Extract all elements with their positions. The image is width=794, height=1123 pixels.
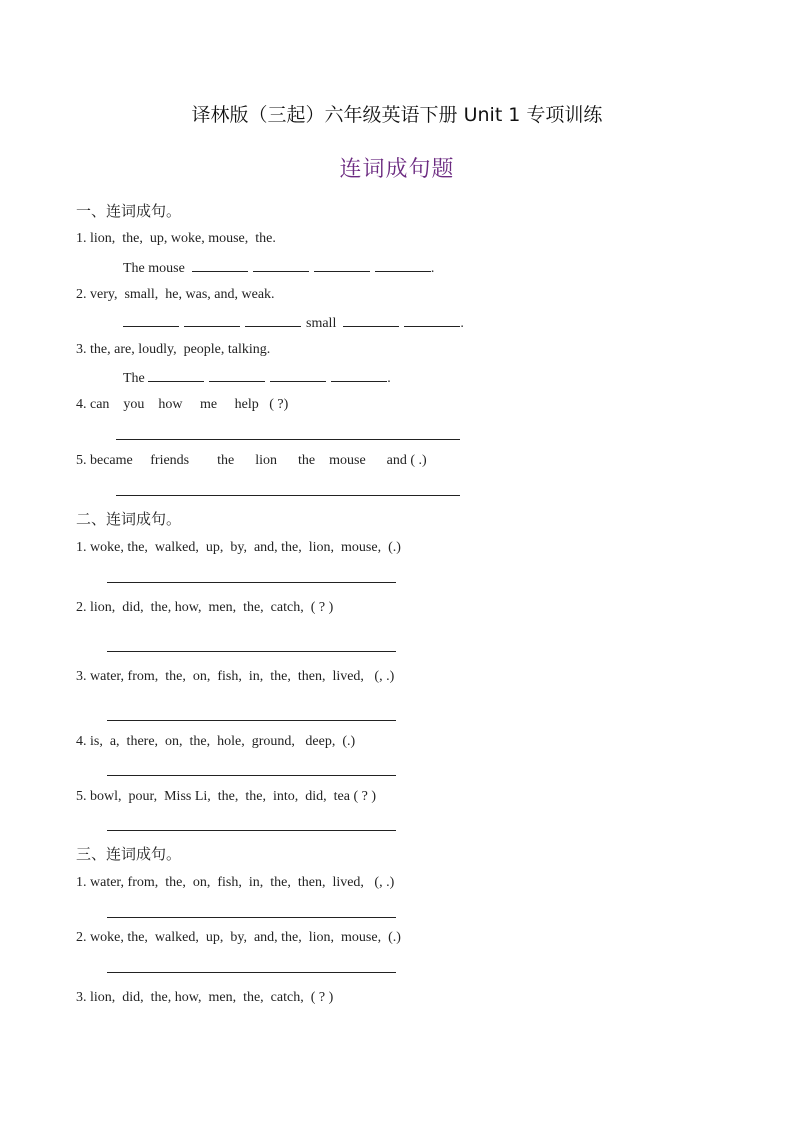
answer-underline[interactable] bbox=[107, 830, 396, 831]
answer-line bbox=[123, 314, 464, 332]
answer-suffix: . bbox=[460, 316, 464, 331]
question-text: 3. water, from, the, on, fish, in, the, then, lived, (, .) bbox=[76, 669, 395, 684]
question-text: 3. lion, did, the, how, men, the, catch, ( ? ) bbox=[76, 990, 334, 1005]
blank[interactable] bbox=[375, 259, 431, 272]
answer-underline[interactable] bbox=[107, 972, 396, 973]
question-text: 1. woke, the, walked, up, by, and, the, lion, mouse, (.) bbox=[76, 540, 401, 555]
question-text: 5. became friends the lion the mouse and ( .) bbox=[76, 453, 427, 468]
question-text: 5. bowl, pour, Miss Li, the, the, into, did, tea ( ? ) bbox=[76, 789, 377, 804]
blank[interactable] bbox=[314, 259, 370, 272]
blank[interactable] bbox=[192, 259, 248, 272]
blank[interactable] bbox=[270, 369, 326, 382]
blank[interactable] bbox=[184, 314, 240, 327]
question-text: 3. the, are, loudly, people, talking. bbox=[76, 342, 271, 357]
blank[interactable] bbox=[245, 314, 301, 327]
page-title: 译林版（三起）六年级英语下册 Unit 1 专项训练 bbox=[191, 104, 603, 126]
blank[interactable] bbox=[123, 314, 179, 327]
answer-underline[interactable] bbox=[107, 775, 396, 776]
blank[interactable] bbox=[404, 314, 460, 327]
blank[interactable] bbox=[343, 314, 399, 327]
answer-underline[interactable] bbox=[107, 582, 396, 583]
question-text: 2. lion, did, the, how, men, the, catch, ( ? ) bbox=[76, 600, 334, 615]
answer-underline[interactable] bbox=[116, 439, 460, 440]
section-heading: 一、连词成句。 bbox=[76, 202, 182, 220]
answer-line bbox=[123, 369, 391, 387]
blank[interactable] bbox=[253, 259, 309, 272]
blank[interactable] bbox=[148, 369, 204, 382]
question-text: 4. is, a, there, on, the, hole, ground, deep, (.) bbox=[76, 734, 356, 749]
answer-line bbox=[123, 259, 434, 277]
answer-underline[interactable] bbox=[107, 720, 396, 721]
answer-underline[interactable] bbox=[116, 495, 460, 496]
answer-underline[interactable] bbox=[107, 917, 396, 918]
answer-underline[interactable] bbox=[107, 651, 396, 652]
answer-suffix: . bbox=[430, 261, 435, 276]
question-text: 1. lion, the, up, woke, mouse, the. bbox=[76, 231, 276, 246]
answer-prefix: The mouse bbox=[123, 261, 185, 276]
page-subtitle: 连词成句题 bbox=[339, 157, 455, 182]
answer-middle: small bbox=[306, 316, 337, 331]
blank[interactable] bbox=[331, 369, 387, 382]
question-text: 1. water, from, the, on, fish, in, the, then, lived, (, .) bbox=[76, 875, 395, 890]
blank[interactable] bbox=[209, 369, 265, 382]
answer-prefix: The bbox=[123, 371, 145, 386]
answer-suffix: . bbox=[387, 371, 391, 386]
section-heading: 二、连词成句。 bbox=[76, 510, 182, 528]
question-text: 2. very, small, he, was, and, weak. bbox=[76, 287, 275, 302]
question-text: 2. woke, the, walked, up, by, and, the, lion, mouse, (.) bbox=[76, 930, 401, 945]
question-text: 4. can you how me help ( ?) bbox=[76, 397, 289, 412]
section-heading: 三、连词成句。 bbox=[76, 845, 182, 863]
